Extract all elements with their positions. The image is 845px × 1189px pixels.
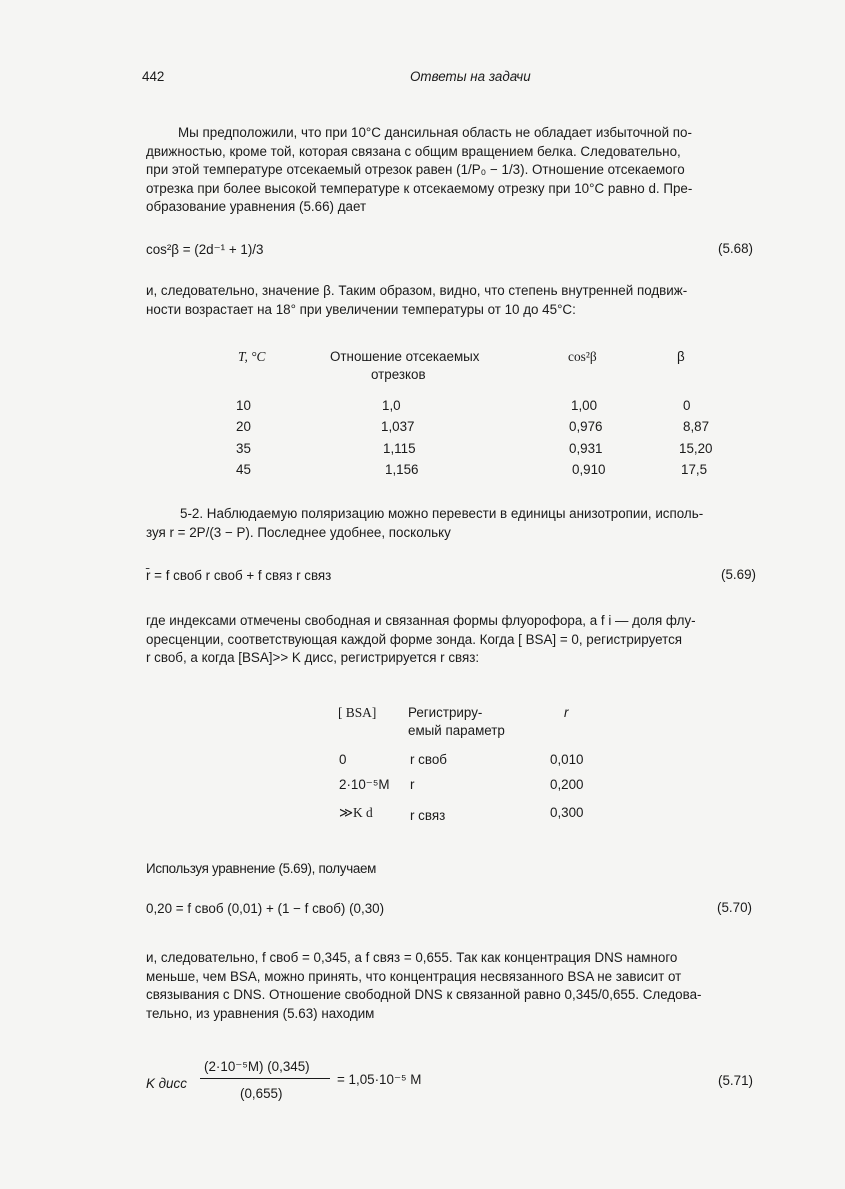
fraction-numerator: (2·10⁻⁵M) (0,345) <box>204 1059 310 1074</box>
text-line: связывания с DNS. Отношение свободной DNS к связанной равно 0,345/0,655. Следова- <box>146 987 702 1003</box>
table-cell: 0 <box>339 752 347 767</box>
table-header: отрезков <box>371 367 426 382</box>
equation-5-70: 0,20 = f своб (0,01) + (1 − f своб) (0,30) <box>146 901 385 916</box>
table-cell: 1,115 <box>383 441 416 456</box>
equation-rhs: = 1,05·10⁻⁵ M <box>337 1072 422 1087</box>
table-header: β <box>677 349 685 364</box>
table-cell: r <box>410 777 415 792</box>
paragraph-concentration <box>146 949 702 1023</box>
table-cell: 1,00 <box>571 398 598 413</box>
equation-lhs: K дисс <box>146 1076 187 1091</box>
table-header: Регистриру- <box>408 705 483 720</box>
table-cell: r связ <box>410 808 446 823</box>
table-cell: 0,931 <box>569 441 603 456</box>
text-line: ности возрастает на 18° при увеличении температуры от 10 до 45°C: <box>146 301 576 317</box>
table-cell: 15,20 <box>679 441 713 456</box>
text-line: r своб, а когда [BSA]>> K дисс, регистрируется r связ: <box>146 650 480 666</box>
text-line: при этой температуре отсекаемый отрезок равен (1/P₀ − 1/3). Отношение отсекаемого <box>146 162 685 178</box>
table-cell: 1,0 <box>382 398 401 413</box>
table-cell: 35 <box>236 441 251 456</box>
table-header: T, °C <box>238 349 266 364</box>
text-line: отрезка при более высокой температуре к отсекаемому отрезку при 10°C равно d. Пре- <box>146 180 693 196</box>
table-cell: 10 <box>236 398 251 413</box>
paragraph-using-eq: Используя уравнение (5.69), получаем <box>146 861 377 876</box>
table-cell: 2·10⁻⁵M <box>339 777 390 792</box>
equation-5-68: cos²β = (2d⁻¹ + 1)/3 <box>146 242 264 257</box>
table-cell: 0 <box>683 398 691 413</box>
text-line: меньше, чем BSA, можно принять, что концентрация несвязанного BSA не зависит от <box>146 968 682 984</box>
table-header: Отношение отсекаемых <box>330 349 480 364</box>
table-cell: 1,037 <box>381 419 415 434</box>
table-cell: 45 <box>236 462 251 477</box>
paragraph-problem-5-2 <box>146 505 703 542</box>
table-header: r <box>564 705 569 720</box>
equation-number: (5.68) <box>718 241 753 256</box>
paragraph-fluorophore <box>146 612 696 668</box>
fraction-denominator: (0,655) <box>240 1086 283 1101</box>
table-cell: 0,010 <box>550 752 584 767</box>
text-line: образование уравнения (5.66) дает <box>146 199 367 215</box>
table-cell: 0,976 <box>569 419 603 434</box>
text-line: тельно, из уравнения (5.63) находим <box>146 1005 375 1021</box>
equation-number: (5.70) <box>717 900 752 915</box>
equation-number: (5.69) <box>721 567 756 582</box>
table-header: емый параметр <box>408 723 505 738</box>
table-cell: 0,200 <box>550 777 584 792</box>
table-header: cos²β <box>568 349 597 364</box>
table-cell: 20 <box>236 419 251 434</box>
text-line: где индексами отмечены свободная и связанная формы флуорофора, а f i — доля флу- <box>146 613 696 628</box>
paragraph-mobility <box>146 282 687 319</box>
text-line: оресценции, соответствующая каждой форме зонда. Когда [ BSA] = 0, регистрируется <box>146 631 683 647</box>
text-line: Мы предположили, что при 10°C дансильная область не обладает избыточной по- <box>178 125 692 140</box>
page-number: 442 <box>142 69 165 84</box>
table-cell: 0,300 <box>550 805 584 820</box>
fraction-bar <box>200 1078 330 1079</box>
text-line: 5-2. Наблюдаемую поляризацию можно перевести в единицы анизотропии, исполь- <box>180 506 704 521</box>
table-cell: 1,156 <box>385 462 419 477</box>
running-title: Ответы на задачи <box>410 69 531 84</box>
text-line: и, следовательно, значение β. Таким образом, видно, что степень внутренней подвиж- <box>146 283 688 298</box>
table-cell: 8,87 <box>683 419 710 434</box>
text-line: движностью, кроме той, которая связана с общим вращением белка. Следовательно, <box>146 143 681 159</box>
table-cell: ≫K d <box>339 805 373 820</box>
paragraph-intro <box>146 124 692 217</box>
text-line: зуя r = 2P/(3 − P). Последнее удобнее, поскольку <box>146 524 451 540</box>
equation-number: (5.71) <box>718 1073 753 1088</box>
equation-5-69: r̄ = f своб r своб + f связ r связ <box>146 568 332 583</box>
table-header: [ BSA] <box>338 705 377 720</box>
text-line: и, следовательно, f своб = 0,345, а f связ = 0,655. Так как концентрация DNS намного <box>146 950 678 965</box>
table-cell: 17,5 <box>681 462 708 477</box>
table-cell: r своб <box>410 752 447 767</box>
table-cell: 0,910 <box>572 462 606 477</box>
